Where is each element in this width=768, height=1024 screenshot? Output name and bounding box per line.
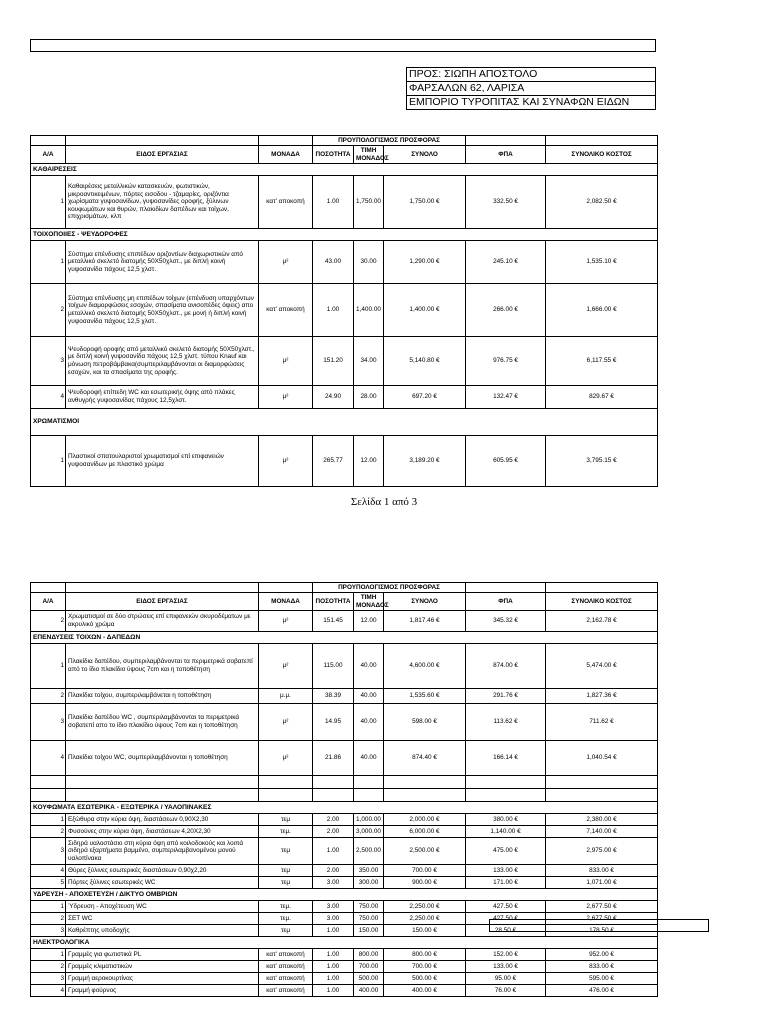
row-quantity: 43.00 <box>313 241 354 284</box>
row-quantity: 151.20 <box>313 337 354 386</box>
row-total-cost: 7,140.00 € <box>546 826 658 838</box>
row-description: Καθρέπτης υποδοχής <box>66 925 259 937</box>
row-vat: 427.50 € <box>466 913 546 925</box>
table-row <box>31 814 658 826</box>
row-number: 4 <box>31 865 66 877</box>
row-unit-price: 40.00 <box>354 689 384 704</box>
header-spacer <box>466 136 546 146</box>
row-quantity: 1.00 <box>313 949 354 961</box>
row-vat: 291.76 € <box>466 689 546 704</box>
row-total-cost: 711.62 € <box>546 704 658 741</box>
header-subtotal: ΣΥΝΟΛΟ <box>384 593 466 611</box>
row-unit: μ² <box>259 611 313 632</box>
empty-cell <box>466 776 546 789</box>
table-row <box>31 644 658 689</box>
row-description: Ύδρευση - Αποχέτευση WC <box>66 901 259 913</box>
row-number: 1 <box>31 901 66 913</box>
header-aa: Α/Α <box>31 146 66 164</box>
header-spacer <box>466 583 546 593</box>
header-group-label: ΠΡΟΥΠΟΛΟΓΙΣΜΟΣ ΠΡΟΣΦΟΡΑΣ <box>313 136 466 146</box>
row-unit-price: 700.00 <box>354 961 384 973</box>
row-unit-price: 34.00 <box>354 337 384 386</box>
empty-cell <box>313 789 354 802</box>
header-unit: ΜΟΝΑΔΑ <box>259 146 313 164</box>
row-description: Εξώθυρα στην κύρια όψη, διαστάσεων 0,90Χ2,30 <box>66 814 259 826</box>
row-quantity: 115.00 <box>313 644 354 689</box>
row-description: Γραμμές κλιματιστικών <box>66 961 259 973</box>
row-unit: μ² <box>259 704 313 741</box>
header-spacer <box>259 136 313 146</box>
page-number: Σελίδα 1 από 3 <box>350 496 418 508</box>
row-total-cost: 833.00 € <box>546 961 658 973</box>
table-row <box>31 901 658 913</box>
row-subtotal: 500.00 € <box>384 973 466 985</box>
row-description: Γραμμή αεροκουρτίνας <box>66 973 259 985</box>
row-number: 4 <box>31 741 66 776</box>
row-number: 2 <box>31 826 66 838</box>
row-number: 1 <box>31 176 66 229</box>
row-unit-price: 2,500.00 <box>354 838 384 865</box>
row-unit: κατ' αποκοπή <box>259 961 313 973</box>
row-unit: τεμ <box>259 865 313 877</box>
row-vat: 133.00 € <box>466 961 546 973</box>
row-vat: 1,140.00 € <box>466 826 546 838</box>
row-total-cost: 1,535.10 € <box>546 241 658 284</box>
row-description: Σιδηρά υαλοστάσιο στη κύρια όψη από κοιλοδοκούς και λοιπά σιδηρά εξαρτήματα βαμμένο, συμπεριλαμβανομένου μονού υαλοπίνακα <box>66 838 259 865</box>
row-vat: 380.00 € <box>466 814 546 826</box>
row-total-cost: 829.67 € <box>546 386 658 409</box>
header-spacer <box>546 583 658 593</box>
row-subtotal: 3,189.20 € <box>384 436 466 487</box>
row-vat: 332.50 € <box>466 176 546 229</box>
row-description: Πλακίδια δαπέδου WC , συμπεριλαμβάνονται τα περιμετρικά σοβατεπί απο το ίδιο πλακίδιο ύψους 7cm και η τοποθέτηση <box>66 704 259 741</box>
table-row <box>31 337 658 386</box>
row-unit: κατ' αποκοπή <box>259 284 313 337</box>
row-unit-price: 500.00 <box>354 973 384 985</box>
section-title: ΕΠΕΝΔΥΣΕΙΣ ΤΟΙΧΩΝ - ΔΑΠΕΔΩΝ <box>31 632 658 644</box>
row-quantity: 3.00 <box>313 913 354 925</box>
row-number: 1 <box>31 949 66 961</box>
row-unit-price: 350.00 <box>354 865 384 877</box>
empty-cell <box>354 776 384 789</box>
row-description: Πλακίδια τοίχου, συμπεριλαμβάνεται η τοποθέτηση <box>66 689 259 704</box>
row-subtotal: 400.00 € <box>384 985 466 997</box>
table-row <box>31 961 658 973</box>
row-number: 1 <box>31 644 66 689</box>
table-row <box>31 877 658 889</box>
row-number: 2 <box>31 913 66 925</box>
row-total-cost: 1,071.00 € <box>546 877 658 889</box>
row-total-cost: 2,677.50 € <box>546 901 658 913</box>
empty-cell <box>66 776 259 789</box>
recipient-name: ΠΡΟΣ: ΣΙΩΠΗ ΑΠΟΣΤΟΛΟ <box>407 68 655 82</box>
row-description: Πλαστικοί σπατουλαριστοί χρωματισμοί επί επιφανειών γυψοσανίδων με πλαστικό χρώμα <box>66 436 259 487</box>
table-row <box>31 176 658 229</box>
header-group-label: ΠΡΟΥΠΟΛΟΓΙΣΜΟΣ ΠΡΟΣΦΟΡΑΣ <box>313 583 466 593</box>
section-row <box>31 632 658 644</box>
row-subtotal: 1,535.60 € <box>384 689 466 704</box>
row-description: Πλακίδια δαπέδου, συμπεριλαμβάνονται τα περιμετρικά σοβατεπί από το ίδιο πλακίδιο ύψους 7cm και η τοποθέτηση <box>66 644 259 689</box>
row-number: 3 <box>31 337 66 386</box>
row-subtotal: 6,000.00 € <box>384 826 466 838</box>
row-unit: μ² <box>259 741 313 776</box>
row-unit-price: 750.00 <box>354 913 384 925</box>
row-total-cost: 2,380.00 € <box>546 814 658 826</box>
row-quantity: 14.95 <box>313 704 354 741</box>
row-description: Σύστημα επένδυσης μη επιπέδων τοίχων (επένδυση υπαρχόντων τοίχων διαμορφώσεις εσοχών, σπασίματα ανισοπέδες όψεις) απο μεταλλικό σκελετό διατομής 50Χ50χλστ., με μονή ή διπλή κοινή γυψοσανίδα πάχους 12,5 χλστ. <box>66 284 259 337</box>
header-total-cost: ΣΥΝΟΛΙΚΟ ΚΟΣΤΟΣ <box>546 593 658 611</box>
header-group-row <box>31 583 658 593</box>
section-title: ΧΡΩΜΑΤΙΣΜΟΙ <box>31 409 658 436</box>
table-row <box>31 436 658 487</box>
row-number: 1 <box>31 241 66 284</box>
header-spacer <box>66 136 259 146</box>
row-subtotal: 1,400.00 € <box>384 284 466 337</box>
row-vat: 76.00 € <box>466 985 546 997</box>
empty-cell <box>31 789 66 802</box>
empty-cell <box>313 776 354 789</box>
row-subtotal: 1,290.00 € <box>384 241 466 284</box>
row-total-cost: 2,677.50 € <box>546 913 658 925</box>
row-unit-price: 28.00 <box>354 386 384 409</box>
row-subtotal: 700.00 € <box>384 961 466 973</box>
header-work-type: ΕΙΔΟΣ ΕΡΓΑΣΙΑΣ <box>66 146 259 164</box>
table-row <box>31 241 658 284</box>
empty-row <box>31 789 658 802</box>
row-number: 3 <box>31 838 66 865</box>
row-quantity: 265.77 <box>313 436 354 487</box>
section-title: ΚΟΥΦΩΜΑΤΑ ΕΣΩΤΕΡΙΚΑ - ΕΞΩΤΕΡΙΚΑ / ΥΑΛΟΠΙΝΑΚΕΣ <box>31 802 658 814</box>
section-row <box>31 409 658 436</box>
row-unit: κατ' αποκοπή <box>259 985 313 997</box>
row-unit-price: 1,000.00 <box>354 814 384 826</box>
row-vat: 95.00 € <box>466 973 546 985</box>
row-description: Σύστημα επένδυσης επιπέδων οριζοντίων διαχωριστικών από μεταλλικό σκελετό διατομής 50Χ50χλστ., με διπλή κοινή γυψοσανίδα πάχους 12,5 χλστ. <box>66 241 259 284</box>
quote-table-page-1 <box>30 135 658 487</box>
row-quantity: 1.00 <box>313 925 354 937</box>
recipient-block <box>406 67 656 110</box>
header-aa: Α/Α <box>31 593 66 611</box>
row-unit-price: 30.00 <box>354 241 384 284</box>
row-quantity: 2.00 <box>313 865 354 877</box>
row-subtotal: 2,500.00 € <box>384 838 466 865</box>
row-vat: 133.00 € <box>466 865 546 877</box>
section-row <box>31 889 658 901</box>
row-vat: 152.00 € <box>466 949 546 961</box>
header-spacer <box>31 583 66 593</box>
table-row <box>31 838 658 865</box>
section-row <box>31 937 658 949</box>
row-unit: μ² <box>259 644 313 689</box>
table-row <box>31 973 658 985</box>
row-unit: τεμ <box>259 838 313 865</box>
header-unit-price: ΤΙΜΗ ΜΟΝΑΔΟΣ <box>354 146 384 164</box>
row-quantity: 1.00 <box>313 838 354 865</box>
row-description: Γραμμές για φωτιστικά PL <box>66 949 259 961</box>
table-row <box>31 704 658 741</box>
row-total-cost: 1,827.36 € <box>546 689 658 704</box>
row-vat: 976.75 € <box>466 337 546 386</box>
header-total-cost: ΣΥΝΟΛΙΚΟ ΚΟΣΤΟΣ <box>546 146 658 164</box>
row-unit: τεμ <box>259 814 313 826</box>
header-spacer <box>31 136 66 146</box>
empty-cell <box>546 789 658 802</box>
row-quantity: 151.45 <box>313 611 354 632</box>
row-subtotal: 598.00 € <box>384 704 466 741</box>
row-quantity: 1.00 <box>313 961 354 973</box>
row-total-cost: 178.50 € <box>546 925 658 937</box>
header-unit-price: ΤΙΜΗ ΜΟΝΑΔΟΣ <box>354 593 384 611</box>
section-title: ΚΑΘΑΙΡΕΣΕΙΣ <box>31 164 658 176</box>
row-unit-price: 40.00 <box>354 704 384 741</box>
header-spacer <box>546 136 658 146</box>
row-subtotal: 4,600.00 € <box>384 644 466 689</box>
row-quantity: 3.00 <box>313 877 354 889</box>
row-number: 3 <box>31 973 66 985</box>
row-number: 2 <box>31 961 66 973</box>
quote-table-page-2 <box>30 582 658 997</box>
section-title: ΥΔΡΕΥΣΗ - ΑΠΟΧΕΤΕΥΣΗ / ΔΙΚΤΥΟ ΟΜΒΡΙΩΝ <box>31 889 658 901</box>
row-unit: μ.μ. <box>259 689 313 704</box>
row-quantity: 1.00 <box>313 284 354 337</box>
empty-cell <box>259 789 313 802</box>
row-vat: 605.95 € <box>466 436 546 487</box>
section-row <box>31 802 658 814</box>
row-subtotal: 2,250.00 € <box>384 913 466 925</box>
row-subtotal: 700.00 € <box>384 865 466 877</box>
header-work-type: ΕΙΔΟΣ ΕΡΓΑΣΙΑΣ <box>66 593 259 611</box>
row-subtotal: 2,250.00 € <box>384 901 466 913</box>
row-description: Πλακίδια τοίχου WC, συμπεριλαμβάνονται η τοποθέτηση <box>66 741 259 776</box>
row-vat: 113.62 € <box>466 704 546 741</box>
row-total-cost: 952.00 € <box>546 949 658 961</box>
row-total-cost: 833.00 € <box>546 865 658 877</box>
row-total-cost: 5,474.00 € <box>546 644 658 689</box>
header-row <box>31 146 658 164</box>
row-unit-price: 750.00 <box>354 901 384 913</box>
row-unit-price: 800.00 <box>354 949 384 961</box>
row-subtotal: 900.00 € <box>384 877 466 889</box>
row-unit: τεμ. <box>259 901 313 913</box>
empty-cell <box>384 789 466 802</box>
row-quantity: 38.39 <box>313 689 354 704</box>
row-description: Φυσούνες στην κύρια όψη, διαστάσεων 4,20Χ2,30 <box>66 826 259 838</box>
row-unit: μ² <box>259 436 313 487</box>
header-vat: ΦΠΑ <box>466 593 546 611</box>
section-title: ΤΟΙΧΟΠΟΙΙΕΣ - ΨΕΥΔΟΡΟΦΕΣ <box>31 229 658 241</box>
table-row <box>31 386 658 409</box>
row-description: Ψευδοροφή οροφής από μεταλλικό σκελετό διατομής 50Χ50χλστ., με διπλή κοινή γυψοσανίδα πάχους 12,5 χλστ. τύπου Knauf και μόνωση πετροβάμβακα(συμπεριλαμβάνονται οι διαμορφώσεις εσοχών, και τα σπασίματα της οροφής. <box>66 337 259 386</box>
row-total-cost: 2,975.00 € <box>546 838 658 865</box>
row-vat: 132.47 € <box>466 386 546 409</box>
row-unit: τεμ <box>259 877 313 889</box>
empty-cell <box>259 776 313 789</box>
row-unit: κατ' αποκοπή <box>259 176 313 229</box>
row-unit: τεμ. <box>259 826 313 838</box>
row-number: 1 <box>31 436 66 487</box>
header-quantity: ΠΟΣΟΤΗΤΑ <box>313 593 354 611</box>
row-vat: 28.50 € <box>466 925 546 937</box>
row-description: Καθαιρέσεις μεταλλικών κατασκευών, φωτιστικών, μικροαντικειμένων, πόρτες εισοδου - τζαμαρίες, οριζόντια χωρίσματα γυψοσανίδων, γυψοσανίδες οροφής, ξύλινων κουφωμάτων και θυρών, πλακιδίων δαπέδων και τοίχων, επιχρισμάτων, κλπ <box>66 176 259 229</box>
empty-row <box>31 776 658 789</box>
row-subtotal: 1,750.00 € <box>384 176 466 229</box>
row-vat: 427.50 € <box>466 901 546 913</box>
row-unit: μ² <box>259 386 313 409</box>
row-unit: μ² <box>259 241 313 284</box>
row-vat: 874.00 € <box>466 644 546 689</box>
row-total-cost: 476.00 € <box>546 985 658 997</box>
row-unit-price: 12.00 <box>354 436 384 487</box>
row-unit: τεμ <box>259 925 313 937</box>
row-quantity: 1.00 <box>313 973 354 985</box>
row-subtotal: 697.20 € <box>384 386 466 409</box>
row-total-cost: 1,666.00 € <box>546 284 658 337</box>
table-row <box>31 741 658 776</box>
empty-cell <box>66 789 259 802</box>
row-unit-price: 150.00 <box>354 925 384 937</box>
row-unit-price: 12.00 <box>354 611 384 632</box>
row-number: 5 <box>31 877 66 889</box>
row-number: 2 <box>31 611 66 632</box>
row-unit-price: 400.00 <box>354 985 384 997</box>
table-row <box>31 826 658 838</box>
header-vat: ΦΠΑ <box>466 146 546 164</box>
empty-cell <box>384 776 466 789</box>
row-number: 3 <box>31 704 66 741</box>
row-subtotal: 1,817.46 € <box>384 611 466 632</box>
row-unit-price: 1,400.00 <box>354 284 384 337</box>
row-unit: κατ' αποκοπή <box>259 949 313 961</box>
row-subtotal: 800.00 € <box>384 949 466 961</box>
row-vat: 245.10 € <box>466 241 546 284</box>
row-total-cost: 2,082.50 € <box>546 176 658 229</box>
row-number: 3 <box>31 925 66 937</box>
row-description: Θύρες ξύλινες εσωτερικές διαστάσεων 0,90χ2,20 <box>66 865 259 877</box>
row-unit-price: 40.00 <box>354 644 384 689</box>
row-quantity: 2.00 <box>313 814 354 826</box>
row-quantity: 24.90 <box>313 386 354 409</box>
row-quantity: 2.00 <box>313 826 354 838</box>
row-total-cost: 2,162.78 € <box>546 611 658 632</box>
header-spacer <box>66 583 259 593</box>
header-row <box>31 593 658 611</box>
empty-cell <box>546 776 658 789</box>
row-subtotal: 874.40 € <box>384 741 466 776</box>
row-total-cost: 595.00 € <box>546 973 658 985</box>
row-vat: 166.14 € <box>466 741 546 776</box>
row-quantity: 21.86 <box>313 741 354 776</box>
row-number: 2 <box>31 689 66 704</box>
row-description: Πόρτες ξύλινες εσωτερικές WC <box>66 877 259 889</box>
row-total-cost: 6,117.55 € <box>546 337 658 386</box>
row-unit-price: 3,000.00 <box>354 826 384 838</box>
row-subtotal: 2,000.00 € <box>384 814 466 826</box>
table-row <box>31 611 658 632</box>
table-row <box>31 865 658 877</box>
row-description: Ψευδοροφή επίπεδη WC και εσωτερικής όψης από πλάκες ανθυγρής γυψοσανίδας πάχους 12,5χλστ. <box>66 386 259 409</box>
row-vat: 475.00 € <box>466 838 546 865</box>
row-quantity: 1.00 <box>313 176 354 229</box>
header-quantity: ΠΟΣΟΤΗΤΑ <box>313 146 354 164</box>
row-quantity: 3.00 <box>313 901 354 913</box>
header-spacer <box>259 583 313 593</box>
section-row <box>31 229 658 241</box>
header-unit: ΜΟΝΑΔΑ <box>259 593 313 611</box>
overflow-box <box>489 919 709 932</box>
row-description: Γραμμή φούρνος <box>66 985 259 997</box>
row-vat: 345.32 € <box>466 611 546 632</box>
recipient-business: ΕΜΠΟΡΙΟ ΤΥΡΟΠΙΤΑΣ ΚΑΙ ΣΥΝΑΦΩΝ ΕΙΔΩΝ <box>409 96 630 108</box>
row-number: 4 <box>31 985 66 997</box>
section-title: ΗΛΕΚΤΡΟΛΟΓΙΚΑ <box>31 937 658 949</box>
row-total-cost: 1,040.54 € <box>546 741 658 776</box>
empty-cell <box>31 776 66 789</box>
table-row <box>31 284 658 337</box>
section-row <box>31 164 658 176</box>
row-unit: μ² <box>259 337 313 386</box>
row-quantity: 1.00 <box>313 985 354 997</box>
top-banner-box <box>30 39 656 52</box>
table-row <box>31 949 658 961</box>
row-total-cost: 3,795.15 € <box>546 436 658 487</box>
header-subtotal: ΣΥΝΟΛΟ <box>384 146 466 164</box>
row-subtotal: 5,140.80 € <box>384 337 466 386</box>
row-description: Χρωματισμοί σε δύο στρώσεις επί επιφανειών σκυροδέματων με ακρυλικό χρώμα <box>66 611 259 632</box>
row-vat: 171.00 € <box>466 877 546 889</box>
empty-cell <box>466 789 546 802</box>
row-subtotal: 150.00 € <box>384 925 466 937</box>
row-description: ΣΕΤ WC <box>66 913 259 925</box>
row-number: 2 <box>31 284 66 337</box>
row-vat: 266.00 € <box>466 284 546 337</box>
empty-cell <box>354 789 384 802</box>
table-row <box>31 689 658 704</box>
row-unit-price: 1,750.00 <box>354 176 384 229</box>
row-number: 1 <box>31 814 66 826</box>
row-number: 4 <box>31 386 66 409</box>
row-unit: τεμ. <box>259 913 313 925</box>
row-unit-price: 300.00 <box>354 877 384 889</box>
table-row <box>31 985 658 997</box>
row-unit-price: 40.00 <box>354 741 384 776</box>
header-group-row <box>31 136 658 146</box>
recipient-address: ΦΑΡΣΑΛΩΝ 62, ΛΑΡΙΣΑ <box>407 82 655 96</box>
row-unit: κατ' αποκοπή <box>259 973 313 985</box>
